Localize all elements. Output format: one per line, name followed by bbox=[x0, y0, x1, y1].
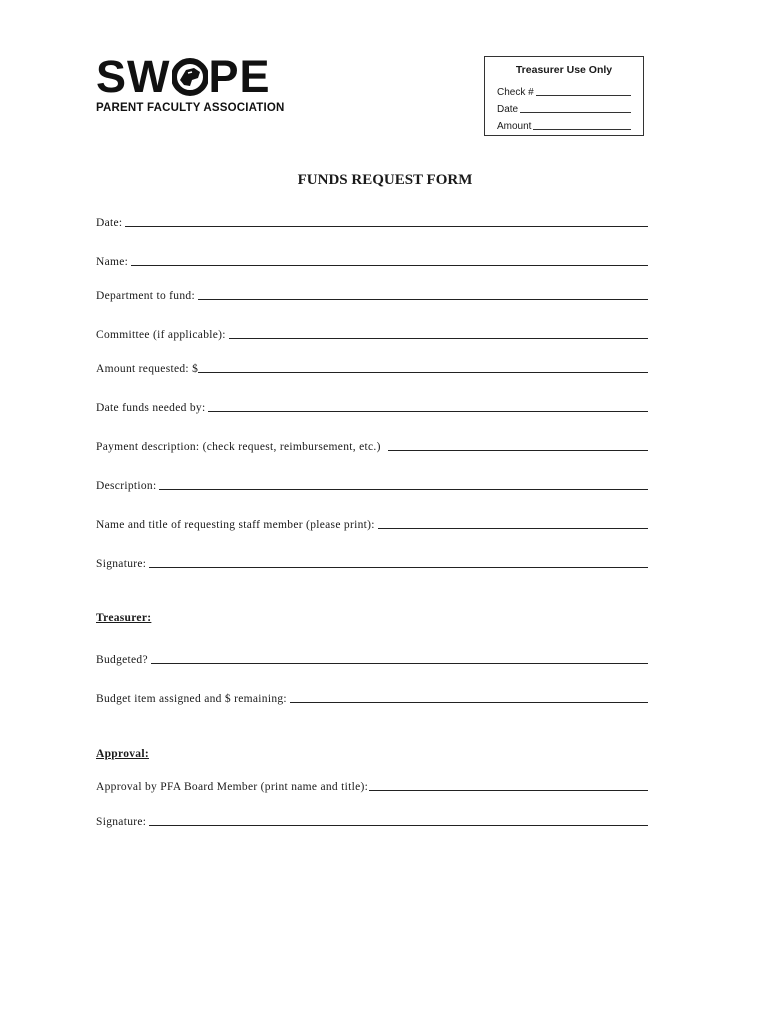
form-title: FUNDS REQUEST FORM bbox=[297, 172, 473, 188]
field-date[interactable]: Date: bbox=[96, 213, 648, 229]
field-budget-item[interactable]: Budget item assigned and $ remaining: bbox=[96, 689, 648, 705]
field-budgeted[interactable]: Budgeted? bbox=[96, 650, 648, 666]
field-name[interactable]: Name: bbox=[96, 252, 648, 268]
logo-word-right: PE bbox=[208, 51, 271, 102]
treasurer-box-date[interactable]: Date bbox=[497, 98, 631, 115]
field-payment-description[interactable]: Payment description: (check request, reimbursement, etc.) bbox=[96, 437, 648, 453]
panther-head-icon bbox=[172, 58, 208, 96]
field-date-needed[interactable]: Date funds needed by: bbox=[96, 398, 648, 414]
field-description[interactable]: Description: bbox=[96, 476, 648, 492]
treasurer-use-box bbox=[484, 56, 644, 136]
field-committee[interactable]: Committee (if applicable): bbox=[96, 325, 648, 341]
logo-wordmark bbox=[96, 51, 286, 102]
field-amount-requested[interactable]: Amount requested: $ bbox=[96, 359, 648, 375]
field-signature[interactable]: Signature: bbox=[96, 554, 648, 570]
field-approval-signature[interactable]: Signature: bbox=[96, 812, 648, 828]
logo-subtitle: PARENT FACULTY ASSOCIATION bbox=[96, 102, 285, 114]
field-approval-board-member[interactable]: Approval by PFA Board Member (print name and title): bbox=[96, 777, 648, 793]
approval-heading: Approval: bbox=[96, 748, 149, 760]
treasurer-box-amount[interactable]: Amount bbox=[497, 115, 631, 132]
field-staff-member[interactable]: Name and title of requesting staff member (please print): bbox=[96, 515, 648, 531]
treasurer-box-check[interactable]: Check # bbox=[497, 81, 631, 98]
swope-pfa-logo bbox=[96, 51, 286, 114]
treasurer-heading: Treasurer: bbox=[96, 612, 152, 624]
field-department[interactable]: Department to fund: bbox=[96, 286, 648, 302]
logo-word-left: SW bbox=[96, 51, 171, 102]
treasurer-box-title: Treasurer Use Only bbox=[515, 64, 613, 76]
